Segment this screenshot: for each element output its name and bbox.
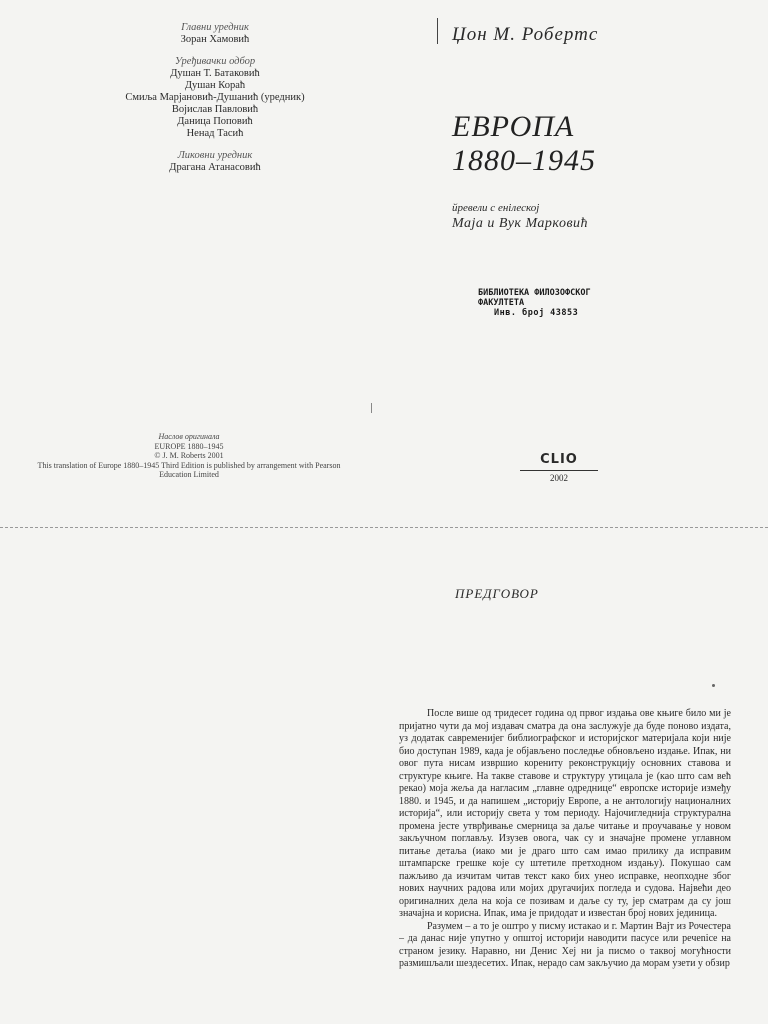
- title-rule: [437, 18, 438, 44]
- art-editor: [80, 150, 350, 174]
- person-name: Ненад Тасић: [186, 128, 244, 139]
- edition-note: This translation of Europe 1880–1945 Third Edition is published by arrangement with Pearson Education Limited: [37, 460, 341, 479]
- stamp-line-1: БИБЛИОТЕКА ФИЛОЗОФСКОГ ФАКУЛТЕТА: [478, 288, 591, 308]
- role-label: Уређивачки одбор: [174, 56, 256, 67]
- person-name: Драгана Атанасовић: [169, 162, 261, 173]
- page-divider: [0, 527, 768, 528]
- preface-heading: ПРЕДГОВОР: [455, 586, 539, 601]
- editorial-board: [80, 56, 350, 140]
- editor-in-chief: [80, 22, 350, 46]
- role-label: Главни уредник: [181, 22, 249, 33]
- library-stamp: [478, 288, 618, 318]
- book-years: 1880–1945: [452, 144, 596, 177]
- translator-names: Маја и Вук Марковић: [452, 216, 589, 231]
- original-label: Наслов оригинала: [158, 432, 220, 441]
- paragraph: После више од тридесет година од првог издања ове књиге било ми је пријатно чути да мој издавач сматра да она заслужује да буде поново издата, уз додатак савременијег библиографског и историјског материјала који није био доступан 1989, када је објављено последње обновљено издање. Ипак, ни овог пута нисам извршио корениту реконструкцију основних ставова и структуре књиге. На такве ставове и структуру утицала је (као што сам већ рекао) моја жеља да нагласим „главне одреднице“ европске историје између 1880. и 1945, и да напишем „историју Европе, а не антологију националних историја“, или историју света у том периоду. Најочигледнија структурална промена јесте утврђивање смерница за даље читање и проучавање у новом закључном поглављу. Изузев овога, чак су и значајне промене углавном питање детаља (иако ми је драго што сам имао прилику да исправим штампарске грешке које су штетиле претходном издању). Покушао сам пажљиво да изчитам читав текст како бих унео исправке, неопходне због нових научних радова или мојих другачијих погледа и судова. Највећи део оригиналних дела на која се позивам и даље су ту, јер сматрам да су још значајна и корисна. Ипак, има је придодат и известан број нових јединица.: [399, 708, 731, 919]
- paragraph: Разумем – а то је оштро у писму истакао и г. Мартин Вајт из Рочестера – да данас није упутно у општој историји наводити пасусе или речenice на страном језику. Наравно, ни Денис Хеј ни ја писмо о таквој могућности размишљали шездесетих. Ипак, нерадо сам закључио да морам узети у обзир: [399, 920, 731, 969]
- person-name: Смиља Марјановић-Душанић (уредник): [125, 92, 305, 103]
- translators-block: [452, 200, 588, 232]
- role-label: Ликовни уредник: [177, 150, 253, 161]
- book-title-block: [452, 110, 596, 178]
- publisher-logo: CLIO: [520, 452, 598, 471]
- credits-block: [80, 22, 350, 184]
- original-title: EUROPE 1880–1945: [154, 441, 224, 451]
- book-title: ЕВРОПА: [452, 110, 575, 143]
- stamp-line-2: Инв. број 43853: [494, 308, 579, 318]
- scan-speck: [712, 684, 715, 687]
- publisher-block: [520, 452, 598, 483]
- translated-label: йревели с енілеској: [452, 202, 540, 214]
- page-mark: [371, 403, 372, 413]
- book-author: Џон М. Робертс: [452, 24, 599, 45]
- person-name: Војислав Павловић: [171, 104, 259, 115]
- person-name: Даница Поповић: [177, 116, 253, 127]
- person-name: Душан Т. Батаковић: [170, 68, 260, 79]
- publication-year: 2002: [550, 473, 568, 483]
- person-name: Душан Кораћ: [184, 80, 246, 91]
- copyright-line: © J. M. Roberts 2001: [154, 451, 224, 460]
- original-edition-block: [24, 432, 354, 480]
- preface-body: [399, 708, 731, 1024]
- person-name: Зоран Хамовић: [180, 34, 250, 45]
